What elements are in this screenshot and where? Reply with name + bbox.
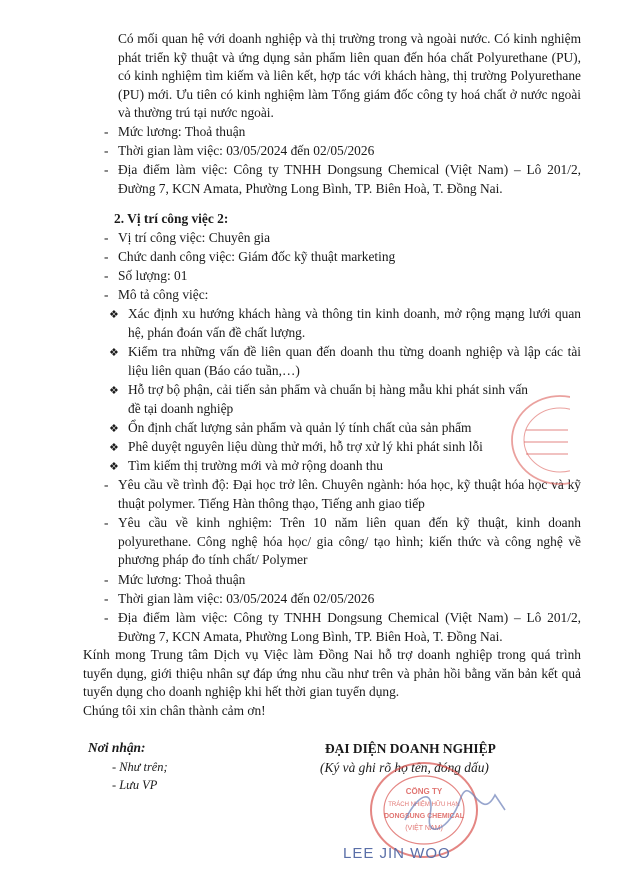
dash-marker: - xyxy=(104,515,109,530)
dash-marker: - xyxy=(104,124,109,139)
job2-desc-label: Mô tả công việc: xyxy=(118,287,209,302)
dash-marker: - xyxy=(104,287,109,302)
job2-salary: Mức lương: Thoả thuận xyxy=(118,572,246,587)
dash-marker: - xyxy=(104,143,109,158)
dash-marker: - xyxy=(104,591,109,606)
dash-marker: - xyxy=(104,249,109,264)
job2-location: Địa điểm làm việc: Công ty TNHH Dongsung Chemical (Việt Nam) – Lô 201/2, Đường 7, KCN Amata, Phường Long Bình, TP. Biên Hoà, T. Đồng Nai. xyxy=(118,610,581,644)
closing-request: Kính mong Trung tâm Dịch vụ Việc làm Đồng Nai hỗ trợ doanh nghiệp trong quá trình tuyển dụng, giới thiệu nhân sự đáp ứng nhu cầu như trên và phản hồi bằng văn bản kết quả tuyển dụng cho doanh nghiệp khi hết thời gian tuyển dụng. xyxy=(83,647,581,700)
closing-thanks: Chúng tôi xin chân thành cảm ơn! xyxy=(83,703,266,718)
job2-period: Thời gian làm việc: 03/05/2024 đến 02/05/2026 xyxy=(118,591,375,606)
overlap-seal-stamp xyxy=(508,390,570,490)
recipient-item: - Lưu VP xyxy=(112,778,158,792)
recipient-item: - Như trên; xyxy=(112,760,168,774)
bullet-diamond-icon: ❖ xyxy=(109,442,119,454)
handwritten-signature-icon xyxy=(395,780,515,840)
job2-title: Chức danh công việc: Giám đốc kỹ thuật marketing xyxy=(118,249,396,264)
bullet-diamond-icon: ❖ xyxy=(109,461,119,473)
desc-item: Phê duyệt nguyên liệu dùng thử mới, hỗ trợ xử lý khi phát sinh lỗi xyxy=(128,439,483,454)
desc-item: Xác định xu hướng khách hàng và thông tin kinh doanh, mở rộng mạng lưới quan hệ, phán đoán vấn đề chất lượng. xyxy=(128,306,581,340)
job1-period: Thời gian làm việc: 03/05/2024 đến 02/05/2026 xyxy=(118,143,375,158)
requirement-paragraph: Có mối quan hệ với doanh nghiệp và thị trường trong và ngoài nước. Có kinh nghiệm phát triển kỹ thuật và ứng dụng sản phẩm liên quan đến hóa chất Polyurethane (PU), có kinh nghiệm tìm kiếm và liên kết, hợp tác với khách hàng, thị trường Polyurethane (PU) mới. Ưu tiên có kinh nghiệm làm Tổng giám đốc công ty hoá chất ở nước ngoài và thường trú tại nước ngoài. xyxy=(118,31,581,121)
desc-item: Ổn định chất lượng sản phẩm và quản lý tính chất của sản phẩm xyxy=(128,420,472,435)
bullet-diamond-icon: ❖ xyxy=(109,309,119,321)
dash-marker: - xyxy=(104,162,109,177)
stamp-line: TRÁCH NHIỆM HỮU HẠN xyxy=(388,802,460,808)
dash-marker: - xyxy=(104,268,109,283)
stamp-line: (VIỆT NAM) xyxy=(405,825,443,832)
job1-location: Địa điểm làm việc: Công ty TNHH Dongsung Chemical (Việt Nam) – Lô 201/2, Đường 7, KCN Amata, Phường Long Bình, TP. Biên Hoà, T. Đồng Nai. xyxy=(118,162,581,196)
bullet-diamond-icon: ❖ xyxy=(109,347,119,359)
dash-marker: - xyxy=(104,477,109,492)
desc-item: Tìm kiếm thị trường mới và mở rộng doanh thu xyxy=(128,458,383,473)
stamp-line: CÔNG TY xyxy=(405,787,443,796)
job2-experience: Yêu cầu về kinh nghiệm: Trên 10 năm liên quan đến kỹ thuật, kinh doanh polyurethane. Công nghệ hóa học/ gia công/ tạo hình; kiến thức và công nghệ về phương pháp đo tính chất/ Polymer xyxy=(118,515,581,568)
bullet-diamond-icon: ❖ xyxy=(109,423,119,435)
job2-heading: 2. Vị trí công việc 2: xyxy=(114,211,229,226)
dash-marker: - xyxy=(104,230,109,245)
desc-item: Kiểm tra những vấn đề liên quan đến doanh thu từng doanh nghiệp và lập các tài liệu liên quan (Báo cáo tuần,…) xyxy=(128,344,581,378)
signer-name: LEE JIN WOO xyxy=(343,845,451,862)
dash-marker: - xyxy=(104,572,109,587)
stamp-line: DONGSUNG CHEMICAL xyxy=(383,813,465,820)
bullet-diamond-icon: ❖ xyxy=(109,385,119,397)
signature-note: (Ký và ghi rõ họ tên, đóng dấu) xyxy=(320,760,489,775)
signature-title: ĐẠI DIỆN DOANH NGHIỆP xyxy=(325,741,496,756)
recipients-label: Nơi nhận: xyxy=(88,740,146,755)
job2-position: Vị trí công việc: Chuyên gia xyxy=(118,230,271,245)
job1-salary: Mức lương: Thoả thuận xyxy=(118,124,246,139)
dash-marker: - xyxy=(104,610,109,625)
desc-item: Hỗ trợ bộ phận, cải tiến sản phẩm và chuẩn bị hàng mẫu khi phát sinh vấn đề tại doanh nghiệp xyxy=(128,382,528,416)
job2-quantity: Số lượng: 01 xyxy=(118,268,188,283)
job2-education: Yêu cầu về trình độ: Đại học trở lên. Chuyên ngành: hóa học, kỹ thuật hóa học và kỹ thuật polymer. Tiếng Hàn thông thạo, Tiếng anh giao tiếp xyxy=(118,477,581,511)
